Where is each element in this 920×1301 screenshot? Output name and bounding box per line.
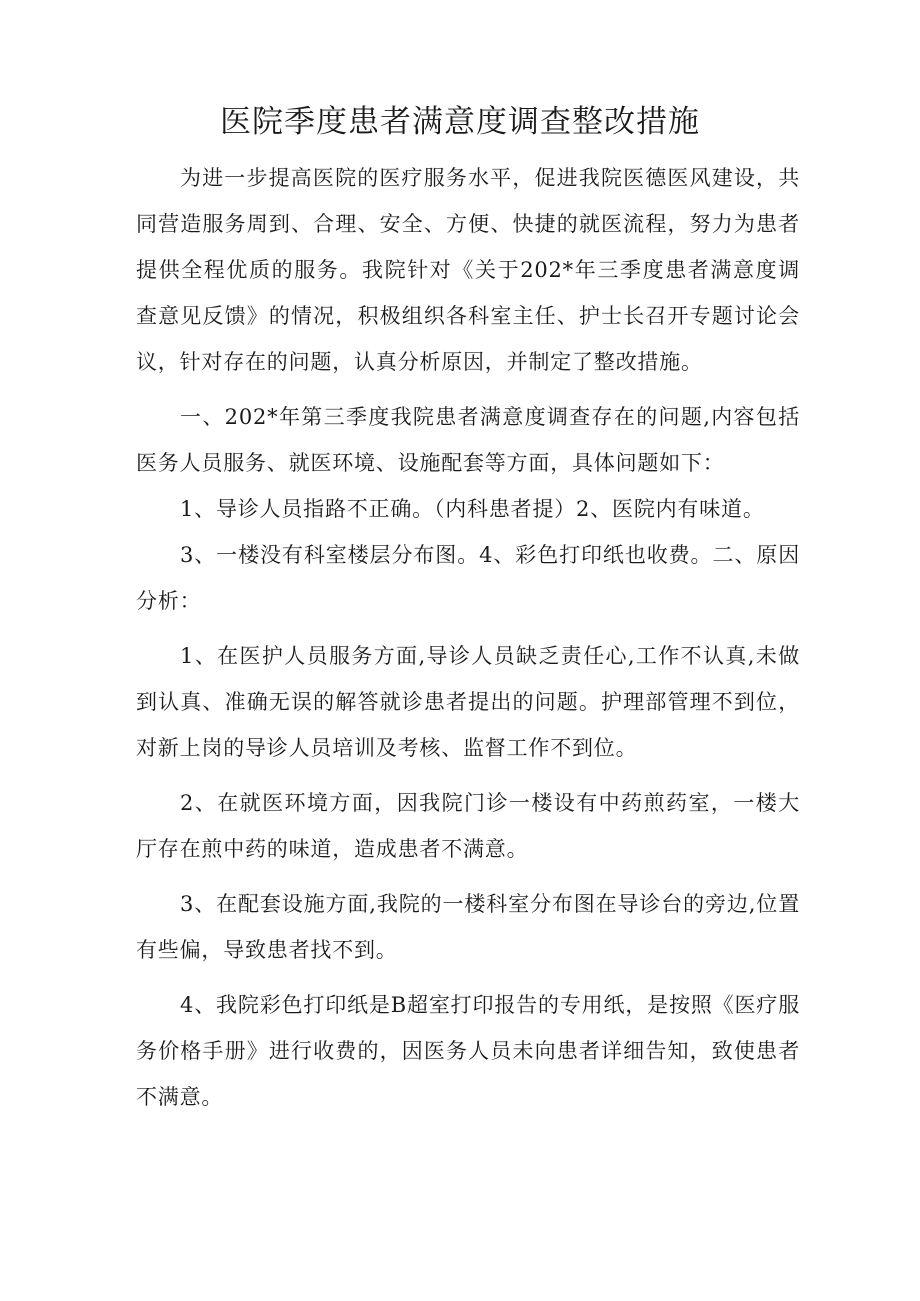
paragraph-problems-heading: 一、202*年第三季度我院患者满意度调查存在的问题,内容包括医务人员服务、就医环境、设施配套等方面，具体问题如下： <box>136 405 800 475</box>
paragraph-intro: 为进一步提高医院的医疗服务水平，促进我院医德医风建设，共同营造服务周到、合理、安全、方便、快捷的就医流程，努力为患者提供全程优质的服务。我院针对《关于202*年三季度患者满意度调查意见反馈》的情况，积极组织各科室主任、护士长召开专题讨论会议，针对存在的问题，认真分析原因，并制定了整改措施。 <box>136 166 800 374</box>
paragraph-cause-1: 1、在医护人员服务方面,导诊人员缺乏责任心,工作不认真,未做到认真、准确无误的解答就诊患者提出的问题。护理部管理不到位，对新上岗的导诊人员培训及考核、监督工作不到位。 <box>136 644 800 760</box>
paragraph-problem-list-1: 1、导诊人员指路不正确。（内科患者提）2、医院内有味道。 <box>180 497 765 521</box>
document-title: 医院季度患者满意度调查整改措施 <box>220 104 700 140</box>
paragraph-cause-4: 4、我院彩色打印纸是B超室打印报告的专用纸，是按照《医疗服务价格手册》进行收费的，因医务人员未向患者详细告知，致使患者不满意。 <box>136 993 800 1109</box>
paragraph-cause-2: 2、在就医环境方面，因我院门诊一楼设有中药煎药室，一楼大厅存在煎中药的味道，造成患者不满意。 <box>136 791 800 861</box>
paragraph-problem-list-2: 3、一楼没有科室楼层分布图。4、彩色打印纸也收费。二、原因分析： <box>136 543 800 613</box>
document-body <box>136 155 800 1129</box>
paragraph-cause-3: 3、在配套设施方面,我院的一楼科室分布图在导诊台的旁边,位置有些偏，导致患者找不到。 <box>136 892 800 962</box>
